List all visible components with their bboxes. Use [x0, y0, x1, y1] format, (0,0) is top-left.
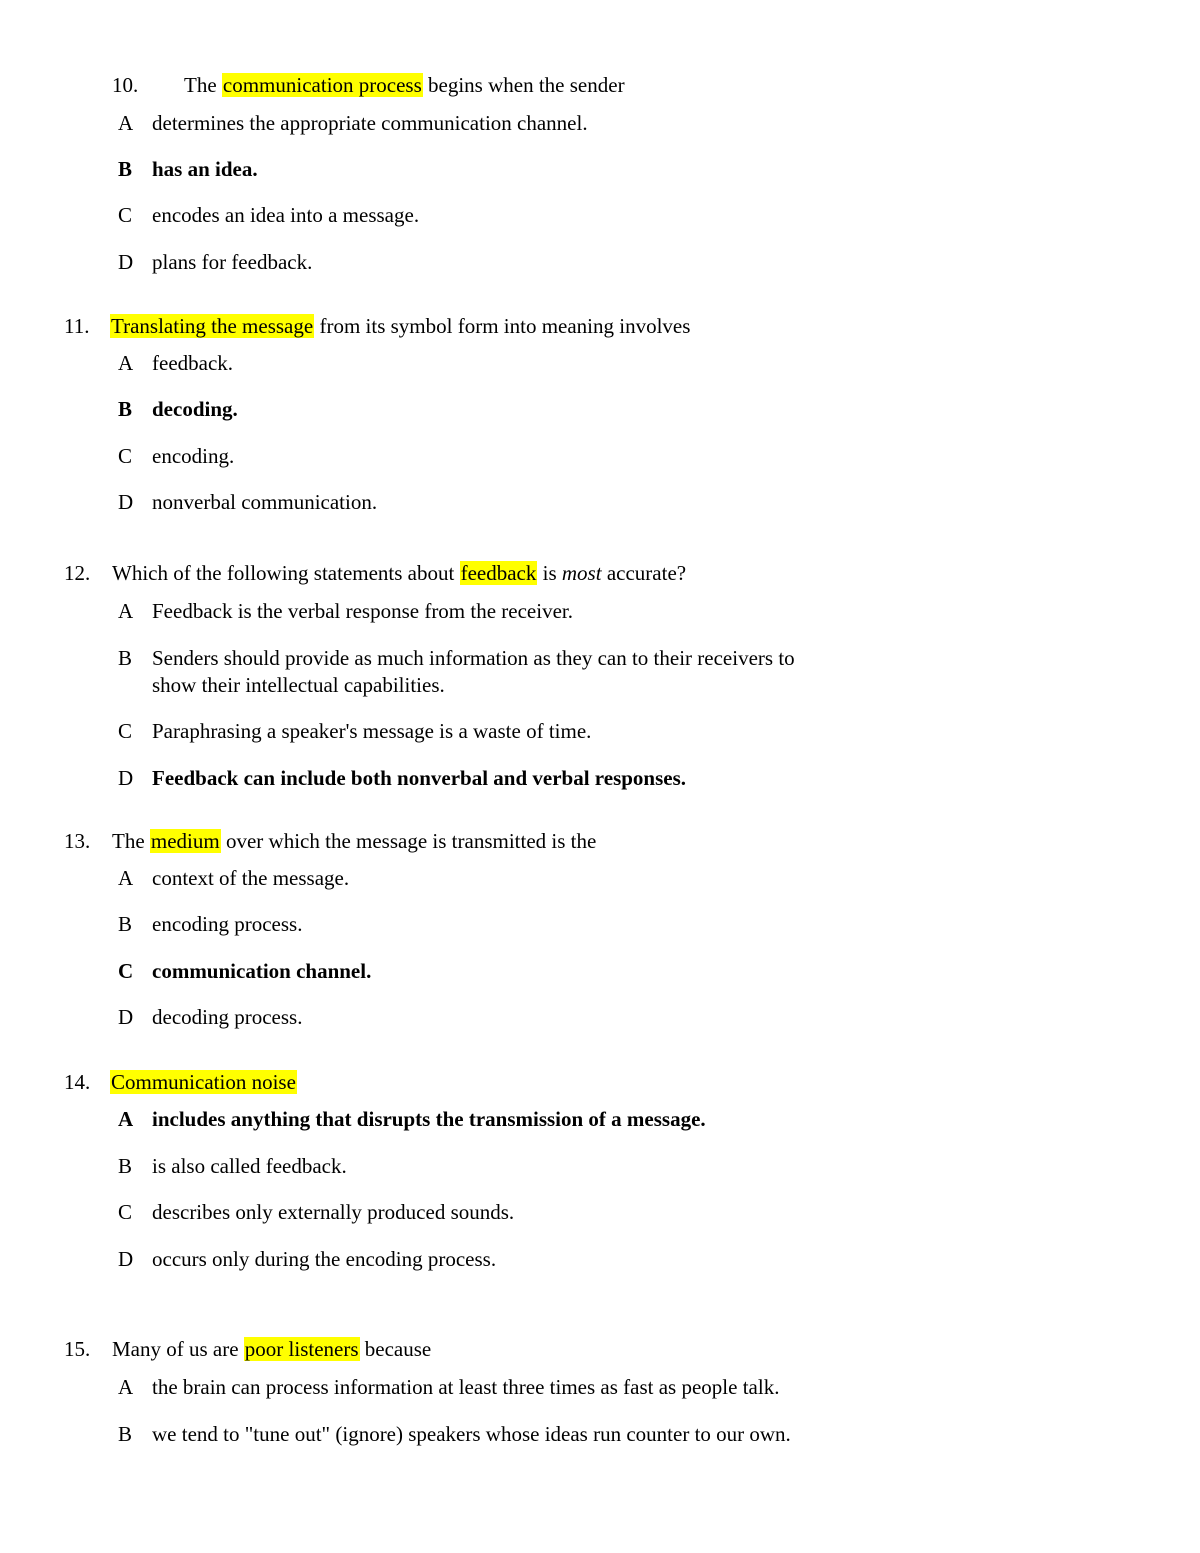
option-text: encodes an idea into a message. [152, 203, 420, 227]
option-text-correct: has an idea. [152, 157, 258, 181]
highlighted-term: feedback [460, 561, 537, 585]
highlighted-term: communication process [222, 73, 422, 97]
question-text: Many of us are poor listeners because [112, 1337, 432, 1361]
highlighted-term: medium [150, 829, 220, 853]
option-text: nonverbal communication. [152, 490, 378, 514]
option-text: context of the message. [152, 866, 350, 890]
question-number: 10. [112, 73, 139, 97]
question-number: 13. [64, 829, 91, 853]
highlighted-term: Communication noise [111, 1070, 296, 1094]
option-letter: C [118, 203, 133, 227]
option-letter: D [118, 1005, 134, 1029]
option-text: decoding process. [152, 1005, 303, 1029]
question-number: 14. [64, 1070, 91, 1094]
emphasis-text: most [561, 561, 602, 585]
option-letter-correct: B [118, 157, 133, 181]
option-letter: C [118, 444, 133, 468]
option-letter: D [118, 490, 134, 514]
question-number: 11. [64, 314, 90, 338]
option-letter: B [118, 646, 133, 670]
option-text-correct: includes anything that disrupts the transmission of a message. [152, 1107, 706, 1131]
question-number: 15. [64, 1337, 91, 1361]
question-number: 12. [64, 561, 91, 585]
option-text: Paraphrasing a speaker's message is a waste of time. [152, 719, 592, 743]
option-letter: D [118, 1247, 134, 1271]
option-text-correct: Feedback can include both nonverbal and verbal responses. [152, 766, 687, 790]
option-letter: A [118, 866, 134, 890]
option-text: occurs only during the encoding process. [152, 1247, 497, 1271]
option-letter: B [118, 1154, 133, 1178]
option-text: encoding. [152, 444, 235, 468]
option-letter: C [118, 1200, 133, 1224]
option-text: feedback. [152, 351, 234, 375]
option-letter: A [118, 111, 134, 135]
option-text: Senders should provide as much information as they can to their receivers to [152, 646, 795, 670]
option-text: encoding process. [152, 912, 303, 936]
question-text: Translating the message from its symbol form into meaning involves [111, 314, 691, 338]
option-letter: B [118, 912, 133, 936]
option-text: we tend to "tune out" (ignore) speakers whose ideas run counter to our own. [152, 1422, 791, 1446]
question-text: The communication process begins when the sender [184, 73, 625, 97]
option-letter: A [118, 351, 134, 375]
option-letter-correct: A [118, 1107, 134, 1131]
question-text: Which of the following statements about feedback is most accurate? [112, 561, 687, 585]
option-letter: D [118, 766, 134, 790]
option-letter: A [118, 1375, 134, 1399]
option-text: the brain can process information at least three times as fast as people talk. [152, 1375, 780, 1399]
option-letter: C [118, 719, 133, 743]
highlighted-term: poor listeners [244, 1337, 359, 1361]
option-letter-correct: B [118, 397, 133, 421]
highlighted-term: Translating the message [111, 314, 314, 338]
option-letter: B [118, 1422, 133, 1446]
option-text: describes only externally produced sounds. [152, 1200, 515, 1224]
option-text: Feedback is the verbal response from the receiver. [152, 599, 573, 623]
option-text: plans for feedback. [152, 250, 313, 274]
option-letter-correct: C [118, 959, 134, 983]
option-text-correct: communication channel. [152, 959, 372, 983]
option-text-continued: show their intellectual capabilities. [152, 673, 445, 697]
option-text: determines the appropriate communication channel. [152, 111, 588, 135]
option-text-correct: decoding. [152, 397, 238, 421]
option-text: is also called feedback. [152, 1154, 347, 1178]
option-letter: A [118, 599, 134, 623]
question-text: The medium over which the message is transmitted is the [112, 829, 597, 853]
option-letter: D [118, 250, 134, 274]
question-text [110, 1069, 297, 1096]
